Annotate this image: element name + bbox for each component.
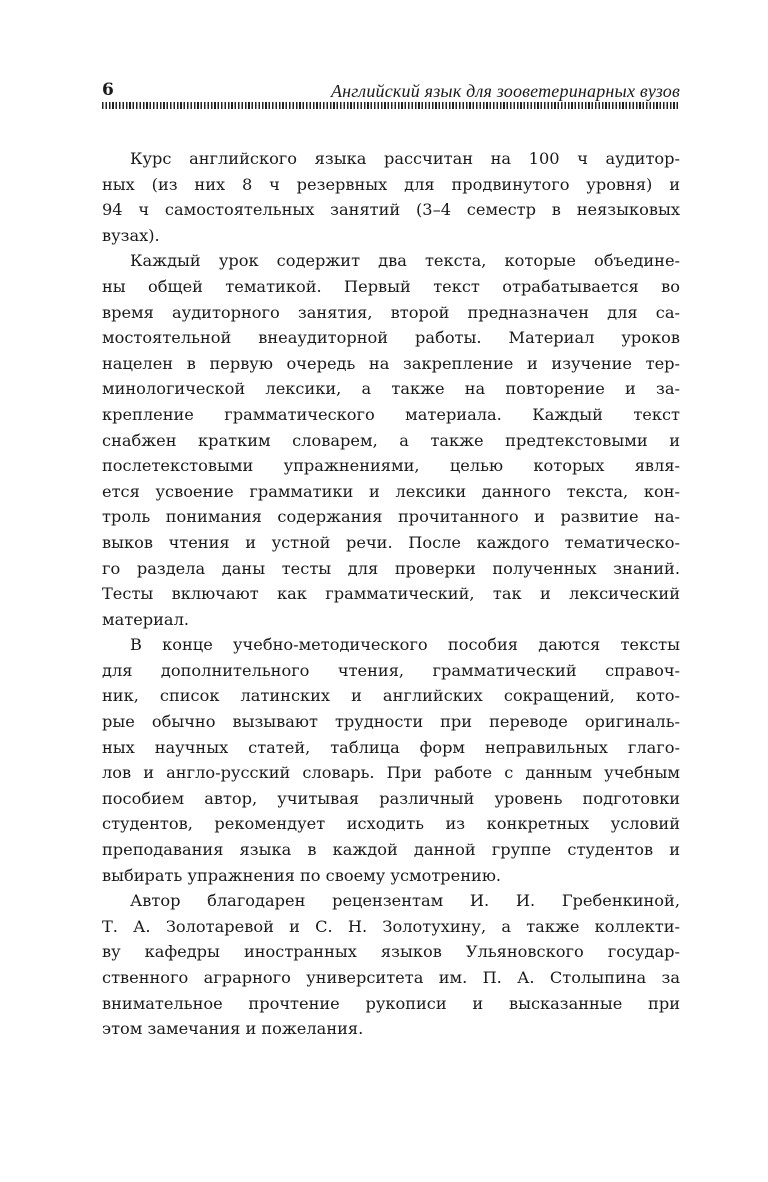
running-title: Английский язык для зооветеринарных вузов [330,81,680,101]
text-line: для дополнительного чтения, грамматический справоч- [102,660,680,680]
text-line: Каждый урок содержит два текста, которые объедине- [130,251,680,271]
text-line: выбирать упражнения по своему усмотрению. [102,865,502,885]
paragraph-3 [102,632,680,888]
text-line: материал. [102,609,190,629]
text-line: студентов, рекомендует исходить из конкретных условий [102,814,680,834]
text-line: го раздела даны тесты для проверки полученных знаний. [102,558,680,578]
body-text [102,146,680,1042]
text-line: этом замечания и пожелания. [102,1019,364,1039]
paragraph-2 [102,248,680,632]
text-line: ны общей тематикой. Первый текст отрабатывается во [102,276,680,296]
text-line: время аудиторного занятия, второй предназначен для са- [102,302,680,322]
text-line: Т. А. Золотаревой и С. Н. Золотухину, а также коллекти- [102,916,680,936]
text-line: троль понимания содержания прочитанного и развитие на- [102,507,680,527]
text-line: нацелен в первую очередь на закрепление и изучение тер- [102,353,680,373]
text-line: минологической лексики, а также на повторение и за- [102,379,680,399]
paragraph-4 [102,888,680,1042]
header-dotted-rule [102,102,680,109]
text-line: ных (из них 8 ч резервных для продвинутого уровня) и [102,174,680,194]
text-line: выков чтения и устной речи. После каждого тематическо- [102,532,680,552]
text-line: преподавания языка в каждой данной группе студентов и [102,840,680,860]
text-line: вузах). [102,225,160,245]
text-line: пособием автор, учитывая различный уровень подготовки [102,788,680,808]
text-line: лов и англо-русский словарь. При работе с данным учебным [102,763,680,783]
text-line: Тесты включают как грамматический, так и лексический [102,584,680,604]
text-line: Курс английского языка рассчитан на 100 ч аудитор- [130,149,680,168]
text-line: 94 ч самостоятельных занятий (3–4 семестр в неязыковых [102,200,680,220]
paragraph-1 [102,146,680,248]
text-line: ву кафедры иностранных языков Ульяновского государ- [102,942,680,962]
text-line: внимательное прочтение рукописи и высказанные при [102,993,680,1013]
text-line: Автор благодарен рецензентам И. И. Гребенкиной, [130,891,680,911]
text-line: ных научных статей, таблица форм неправильных глаго- [102,737,680,757]
text-line: ник, список латинских и английских сокращений, кото- [102,686,680,706]
text-line: ственного аграрного университета им. П. А. Столыпина за [102,968,680,987]
text-line: крепление грамматического материала. Каждый текст [102,404,680,424]
text-line: ется усвоение грамматики и лексики данного текста, кон- [102,481,680,501]
text-line: мостоятельной внеаудиторной работы. Материал уроков [102,328,680,348]
page-number: 6 [102,80,114,100]
text-line: рые обычно вызывают трудности при переводе оригиналь- [102,712,680,732]
page-header [102,80,680,104]
text-line: послетекстовыми упражнениями, целью которых явля- [102,456,680,476]
text-line: В конце учебно-методического пособия даются тексты [130,635,680,655]
text-line: снабжен кратким словарем, а также предтекстовыми и [102,430,680,450]
